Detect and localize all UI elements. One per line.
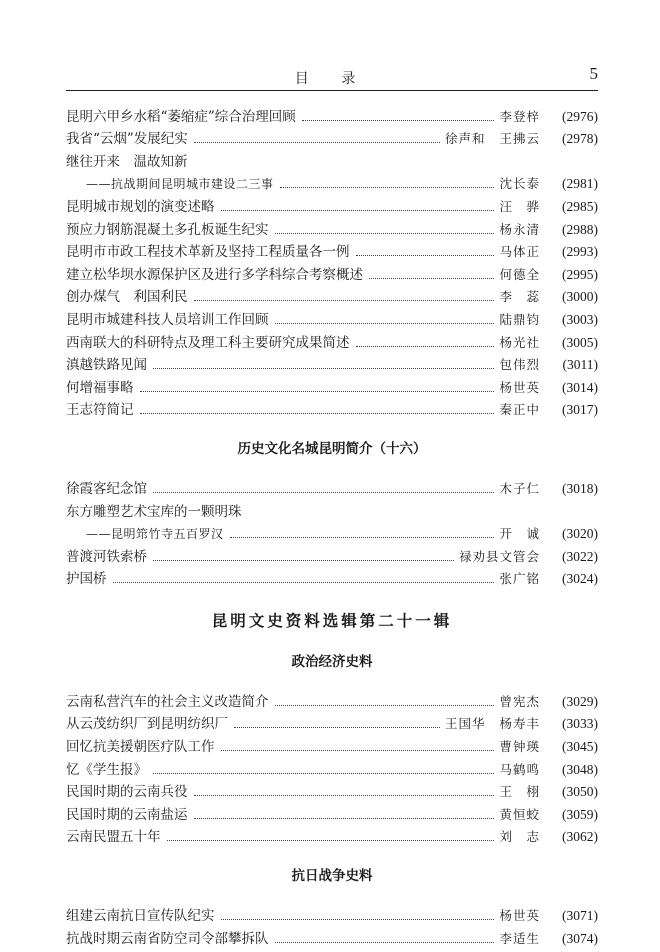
dot-leader: [356, 254, 495, 256]
toc-group-1: [66, 102, 598, 418]
toc-entry: [66, 170, 598, 193]
entry-title: 抗战时期云南省防空司令部攀拆队: [66, 930, 269, 947]
entry-page-number: (3074): [562, 930, 598, 946]
entry-page-number: (3017): [562, 402, 598, 418]
entry-author: 沈长泰: [499, 176, 540, 192]
entry-page-number: (2981): [562, 176, 598, 192]
entry-page-number: (3071): [562, 908, 598, 924]
entry-author: 秦正中: [499, 402, 540, 418]
entry-author: 包伟烈: [499, 357, 540, 373]
entry-author: 马体正: [499, 244, 540, 260]
entry-page-number: (3024): [562, 571, 598, 587]
entry-author: 木子仁: [499, 480, 540, 496]
toc-entry: [66, 396, 598, 419]
entry-author: 杨光社: [499, 334, 540, 350]
entry-page-number: (3005): [562, 334, 598, 350]
entry-author: 杨永清: [499, 221, 540, 237]
toc-entry: [66, 800, 598, 823]
entry-subtitle: ——昆明筇竹寺五百罗汉: [86, 527, 224, 542]
table-of-contents: [66, 102, 598, 947]
dot-leader: [275, 232, 495, 234]
dot-leader: [302, 119, 495, 121]
entry-title: 组建云南抗日宣传队纪实: [66, 908, 215, 925]
entry-title: 云南民盟五十年: [66, 829, 161, 846]
entry-author-2: 王拂云: [499, 131, 540, 147]
entry-page-number: (2988): [562, 221, 598, 237]
dot-leader: [153, 367, 494, 369]
dot-leader: [113, 581, 495, 583]
dot-leader: [230, 536, 495, 538]
entry-author: 张广铭: [499, 571, 540, 587]
entry-author: 汪 骅: [499, 198, 540, 214]
entry-page-number: (3029): [562, 693, 598, 709]
toc-entry-heading: [66, 147, 598, 170]
toc-entry: [66, 565, 598, 588]
toc-entry: [66, 778, 598, 801]
dot-leader: [194, 141, 440, 143]
dot-leader: [167, 839, 495, 841]
dot-leader: [275, 322, 495, 324]
entry-author: 王 栩: [499, 784, 540, 800]
entry-author: 李 蕊: [499, 289, 540, 305]
dot-leader: [140, 390, 495, 392]
toc-entry: [66, 732, 598, 755]
dot-leader: [369, 277, 494, 279]
entry-author: 曹钟瑛: [499, 739, 540, 755]
entry-page-number: (3022): [562, 548, 598, 564]
running-title: 目 录: [294, 71, 370, 87]
entry-page-number: (2993): [562, 244, 598, 260]
entry-author: 李适生: [499, 930, 540, 946]
entry-title: 西南联大的科研特点及理工科主要研究成果简述: [66, 334, 350, 351]
entry-author: 马鹤鸣: [499, 761, 540, 777]
dot-leader: [275, 704, 495, 706]
toc-entry: [66, 192, 598, 215]
entry-page-number: (3050): [562, 784, 598, 800]
entry-title: 护国桥: [66, 571, 107, 588]
entry-title: 创办煤气 利国利民: [66, 289, 188, 306]
entry-title: 忆《学生报》: [66, 761, 147, 778]
entry-title: 继往开来 温故知新: [66, 153, 188, 170]
entry-page-number: (3000): [562, 289, 598, 305]
entry-page-number: (3020): [562, 526, 598, 542]
entry-subtitle: ——抗战期间昆明城市建设二三事: [86, 177, 274, 192]
page-header: [66, 64, 598, 91]
dot-leader: [194, 817, 495, 819]
dot-leader: [153, 559, 454, 561]
toc-entry: [66, 474, 598, 497]
entry-title: 回忆抗美援朝医疗队工作: [66, 739, 215, 756]
entry-page-number: (3062): [562, 829, 598, 845]
entry-author: 开 诚: [499, 526, 540, 542]
entry-author: 曾宪杰: [499, 693, 540, 709]
toc-entry: [66, 351, 598, 374]
dot-leader: [356, 345, 495, 347]
entry-page-number: (3048): [562, 761, 598, 777]
entry-title: 昆明市市政工程技术革新及坚持工程质量各一例: [66, 244, 350, 261]
entry-title: 昆明市城建科技人员培训工作回顾: [66, 311, 269, 328]
entry-page-number: (3018): [562, 480, 598, 496]
toc-entry: [66, 283, 598, 306]
section-heading-3: 抗日战争史料: [291, 868, 373, 885]
entry-title: 何增福事略: [66, 379, 134, 396]
entry-page-number: (3011): [562, 357, 598, 373]
toc-entry: [66, 710, 598, 733]
toc-entry: [66, 520, 598, 543]
entry-author: 杨世英: [499, 379, 540, 395]
entry-author: 禄劝县文管会: [458, 548, 540, 564]
entry-title: 普渡河铁索桥: [66, 548, 147, 565]
toc-group-3: [66, 687, 598, 845]
entry-page-number: (3014): [562, 379, 598, 395]
dot-leader: [221, 918, 495, 920]
entry-title: 东方雕塑艺术宝库的一颗明珠: [66, 503, 242, 520]
toc-group-2: [66, 474, 598, 587]
entry-page-number: (2976): [562, 108, 598, 124]
entry-author: 李登梓: [499, 108, 540, 124]
toc-entry: [66, 901, 598, 924]
toc-entry: [66, 215, 598, 238]
entry-page-number: (3059): [562, 806, 598, 822]
entry-title: 云南私营汽车的社会主义改造简介: [66, 693, 269, 710]
entry-title: 徐霞客纪念馆: [66, 480, 147, 497]
toc-entry: [66, 755, 598, 778]
dot-leader: [194, 299, 495, 301]
entry-author: 陆鼎钧: [499, 311, 540, 327]
dot-leader: [221, 209, 495, 211]
entry-author: 何德全: [499, 266, 540, 282]
entry-page-number: (2978): [562, 131, 598, 147]
dot-leader: [153, 772, 494, 774]
toc-entry: [66, 924, 598, 947]
toc-entry: [66, 687, 598, 710]
toc-entry: [66, 238, 598, 261]
toc-entry: [66, 823, 598, 846]
dot-leader: [153, 491, 494, 493]
toc-entry: [66, 328, 598, 351]
entry-author: 刘 志: [499, 829, 540, 845]
entry-title: 预应力钢筋混凝土多孔板诞生纪实: [66, 221, 269, 238]
entry-title: 昆明城市规划的演变述略: [66, 198, 215, 215]
entry-author: 杨世英: [499, 908, 540, 924]
entry-page-number: (3045): [562, 739, 598, 755]
entry-title: 王志符简记: [66, 402, 134, 419]
toc-group-4: [66, 901, 598, 946]
toc-entry: [66, 102, 598, 125]
entry-author: 黄恒蛟: [499, 806, 540, 822]
section-heading-1: 历史文化名城昆明简介（十六）: [237, 441, 427, 458]
toc-entry-heading: [66, 497, 598, 520]
dot-leader: [234, 726, 440, 728]
entry-author: 王国华: [444, 716, 486, 732]
entry-title: 建立松华坝水源保护区及进行多学科综合考察概述: [66, 266, 363, 283]
dot-leader: [280, 186, 495, 188]
entry-title: 昆明六甲乡水稻“萎缩症”综合治理回顾: [66, 108, 296, 125]
toc-entry: [66, 305, 598, 328]
dot-leader: [221, 749, 495, 751]
entry-title: 民国时期的云南盐运: [66, 806, 188, 823]
entry-title: 我省“云烟”发展纪实: [66, 131, 188, 148]
entry-author-2: 杨寿丰: [499, 716, 540, 732]
toc-entry: [66, 373, 598, 396]
dot-leader: [194, 794, 495, 796]
entry-title: 滇越铁路见闻: [66, 357, 147, 374]
section-heading-2: 政治经济史料: [291, 654, 373, 671]
major-heading: 昆明文史资料选辑第二十一辑: [211, 611, 453, 631]
entry-page-number: (2985): [562, 198, 598, 214]
entry-author: 徐声和: [444, 131, 486, 147]
entry-page-number: (2995): [562, 266, 598, 282]
entry-title: 从云茂纺织厂到昆明纺织厂: [66, 716, 228, 733]
toc-entry: [66, 542, 598, 565]
dot-leader: [275, 941, 495, 943]
entry-page-number: (3033): [562, 716, 598, 732]
toc-entry: [66, 125, 598, 148]
entry-page-number: (3003): [562, 311, 598, 327]
dot-leader: [140, 412, 495, 414]
entry-title: 民国时期的云南兵役: [66, 784, 188, 801]
page-number: 5: [589, 64, 598, 83]
toc-entry: [66, 260, 598, 283]
